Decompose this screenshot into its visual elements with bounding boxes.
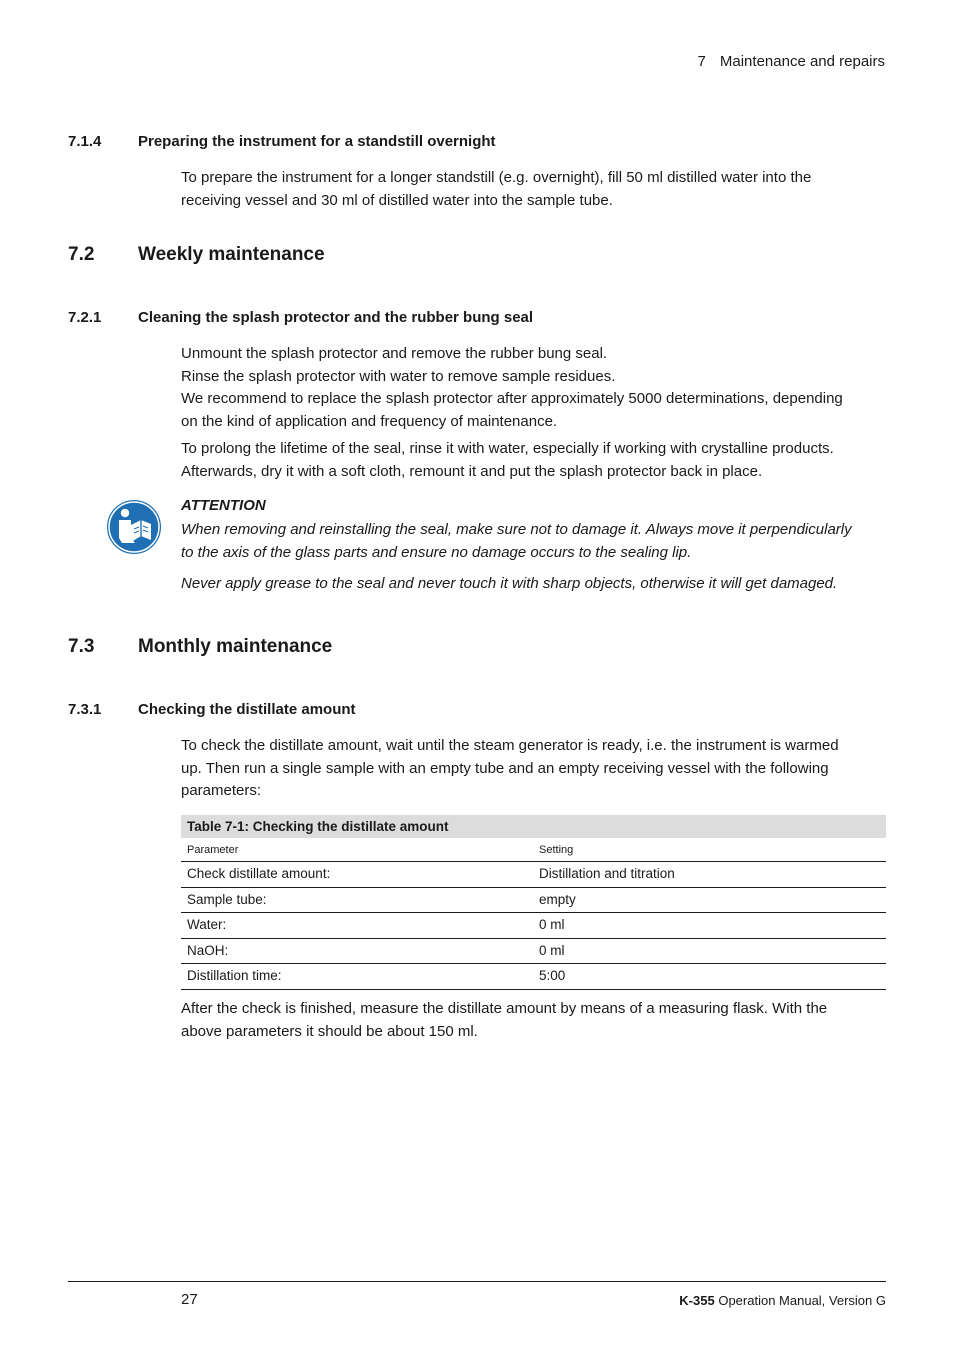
text-line: on the kind of application and frequency of maintenance. [181, 412, 558, 430]
parameters-table [181, 815, 886, 990]
text-line: After the check is finished, measure the distillate amount by means of a measuring flask. With the [181, 1000, 828, 1017]
section-number: 7.1.4 [68, 133, 102, 150]
text-line: To check the distillate amount, wait until the steam generator is ready, i.e. the instrument is warmed [181, 737, 839, 754]
paragraph-seal-lifetime [181, 438, 886, 483]
text-line: to the axis of the glass parts and ensure no damage occurs to the sealing lip. [181, 543, 692, 561]
table-header-cell: Setting [539, 844, 574, 856]
table-cell: 0 ml [539, 917, 565, 932]
table-row [181, 939, 886, 965]
table-cell: Distillation and titration [539, 866, 675, 881]
paragraph-after-check [181, 998, 886, 1043]
section-number: 7.3.1 [68, 701, 102, 718]
text-line: Never apply grease to the seal and never touch it with sharp objects, otherwise it will get damaged. [181, 575, 838, 592]
section-number: 7.2 [68, 244, 95, 265]
table-row [181, 913, 886, 939]
table-caption: Table 7-1: Checking the distillate amount [181, 815, 886, 838]
chapter-number: 7 [697, 53, 706, 70]
text-line: We recommend to replace the splash protector after approximately 5000 determinations, depending [181, 390, 843, 407]
section-number: 7.3 [68, 636, 95, 657]
section-title: Cleaning the splash protector and the rubber bung seal [138, 309, 534, 326]
table-cell: 0 ml [539, 942, 565, 958]
table-cell: 5:00 [539, 968, 566, 983]
table-header-row [181, 838, 886, 862]
table-cell: Check distillate amount: [187, 866, 331, 881]
footer-rule [68, 1281, 886, 1282]
text-line: To prepare the instrument for a longer standstill (e.g. overnight), fill 50 ml distilled water into the [181, 169, 812, 186]
section-title: Monthly maintenance [138, 636, 333, 657]
heading-7-1-4 [68, 133, 496, 150]
table-cell: Water: [187, 917, 227, 932]
paragraph-splash-protector [181, 343, 886, 433]
table-cell: empty [539, 891, 576, 907]
text-line: When removing and reinstalling the seal, make sure not to damage it. Always move it perpendicularly [181, 521, 852, 538]
text-line: To prolong the lifetime of the seal, rinse it with water, especially if working with crystalline products. [181, 440, 834, 457]
manual-instruction-icon [105, 498, 163, 556]
section-title: Checking the distillate amount [138, 701, 356, 718]
product-name: K-355 [679, 1293, 715, 1308]
attention-text-grease [181, 573, 891, 596]
table-row [181, 888, 886, 914]
paragraph-standstill [181, 167, 886, 212]
table-cell: Sample tube: [187, 891, 267, 907]
chapter-title: Maintenance and repairs [719, 53, 885, 70]
heading-7-2-1 [68, 309, 533, 326]
paragraph-distillate-check [181, 735, 886, 803]
heading-7-3 [68, 636, 332, 658]
table-cell: Distillation time: [187, 968, 282, 983]
section-number: 7.2.1 [68, 309, 102, 326]
heading-7-2 [68, 244, 325, 266]
section-title: Preparing the instrument for a standstill overnight [138, 133, 496, 150]
text-line: parameters: [181, 782, 262, 799]
attention-text [181, 519, 891, 564]
text-line: up. Then run a single sample with an empty tube and an empty receiving vessel with the following [181, 759, 829, 777]
text-line: Unmount the splash protector and remove the rubber bung seal. [181, 345, 608, 362]
table-header-cell: Parameter [187, 844, 239, 856]
running-header [698, 53, 885, 70]
heading-7-3-1 [68, 701, 356, 718]
table-cell: NaOH: [187, 942, 229, 958]
table-row [181, 862, 886, 888]
text-line: above parameters it should be about 150 ml. [181, 1022, 478, 1040]
doc-title: Operation Manual, Version G [718, 1293, 886, 1308]
attention-title: ATTENTION [181, 497, 266, 514]
section-title: Weekly maintenance [138, 244, 325, 265]
footer-doc-info [679, 1293, 886, 1308]
text-line: Afterwards, dry it with a soft cloth, remount it and put the splash protector back in place. [181, 462, 763, 480]
text-line: Rinse the splash protector with water to remove sample residues. [181, 367, 616, 385]
text-line: receiving vessel and 30 ml of distilled water into the sample tube. [181, 191, 613, 209]
page-number: 27 [181, 1291, 198, 1308]
table-row [181, 964, 886, 990]
